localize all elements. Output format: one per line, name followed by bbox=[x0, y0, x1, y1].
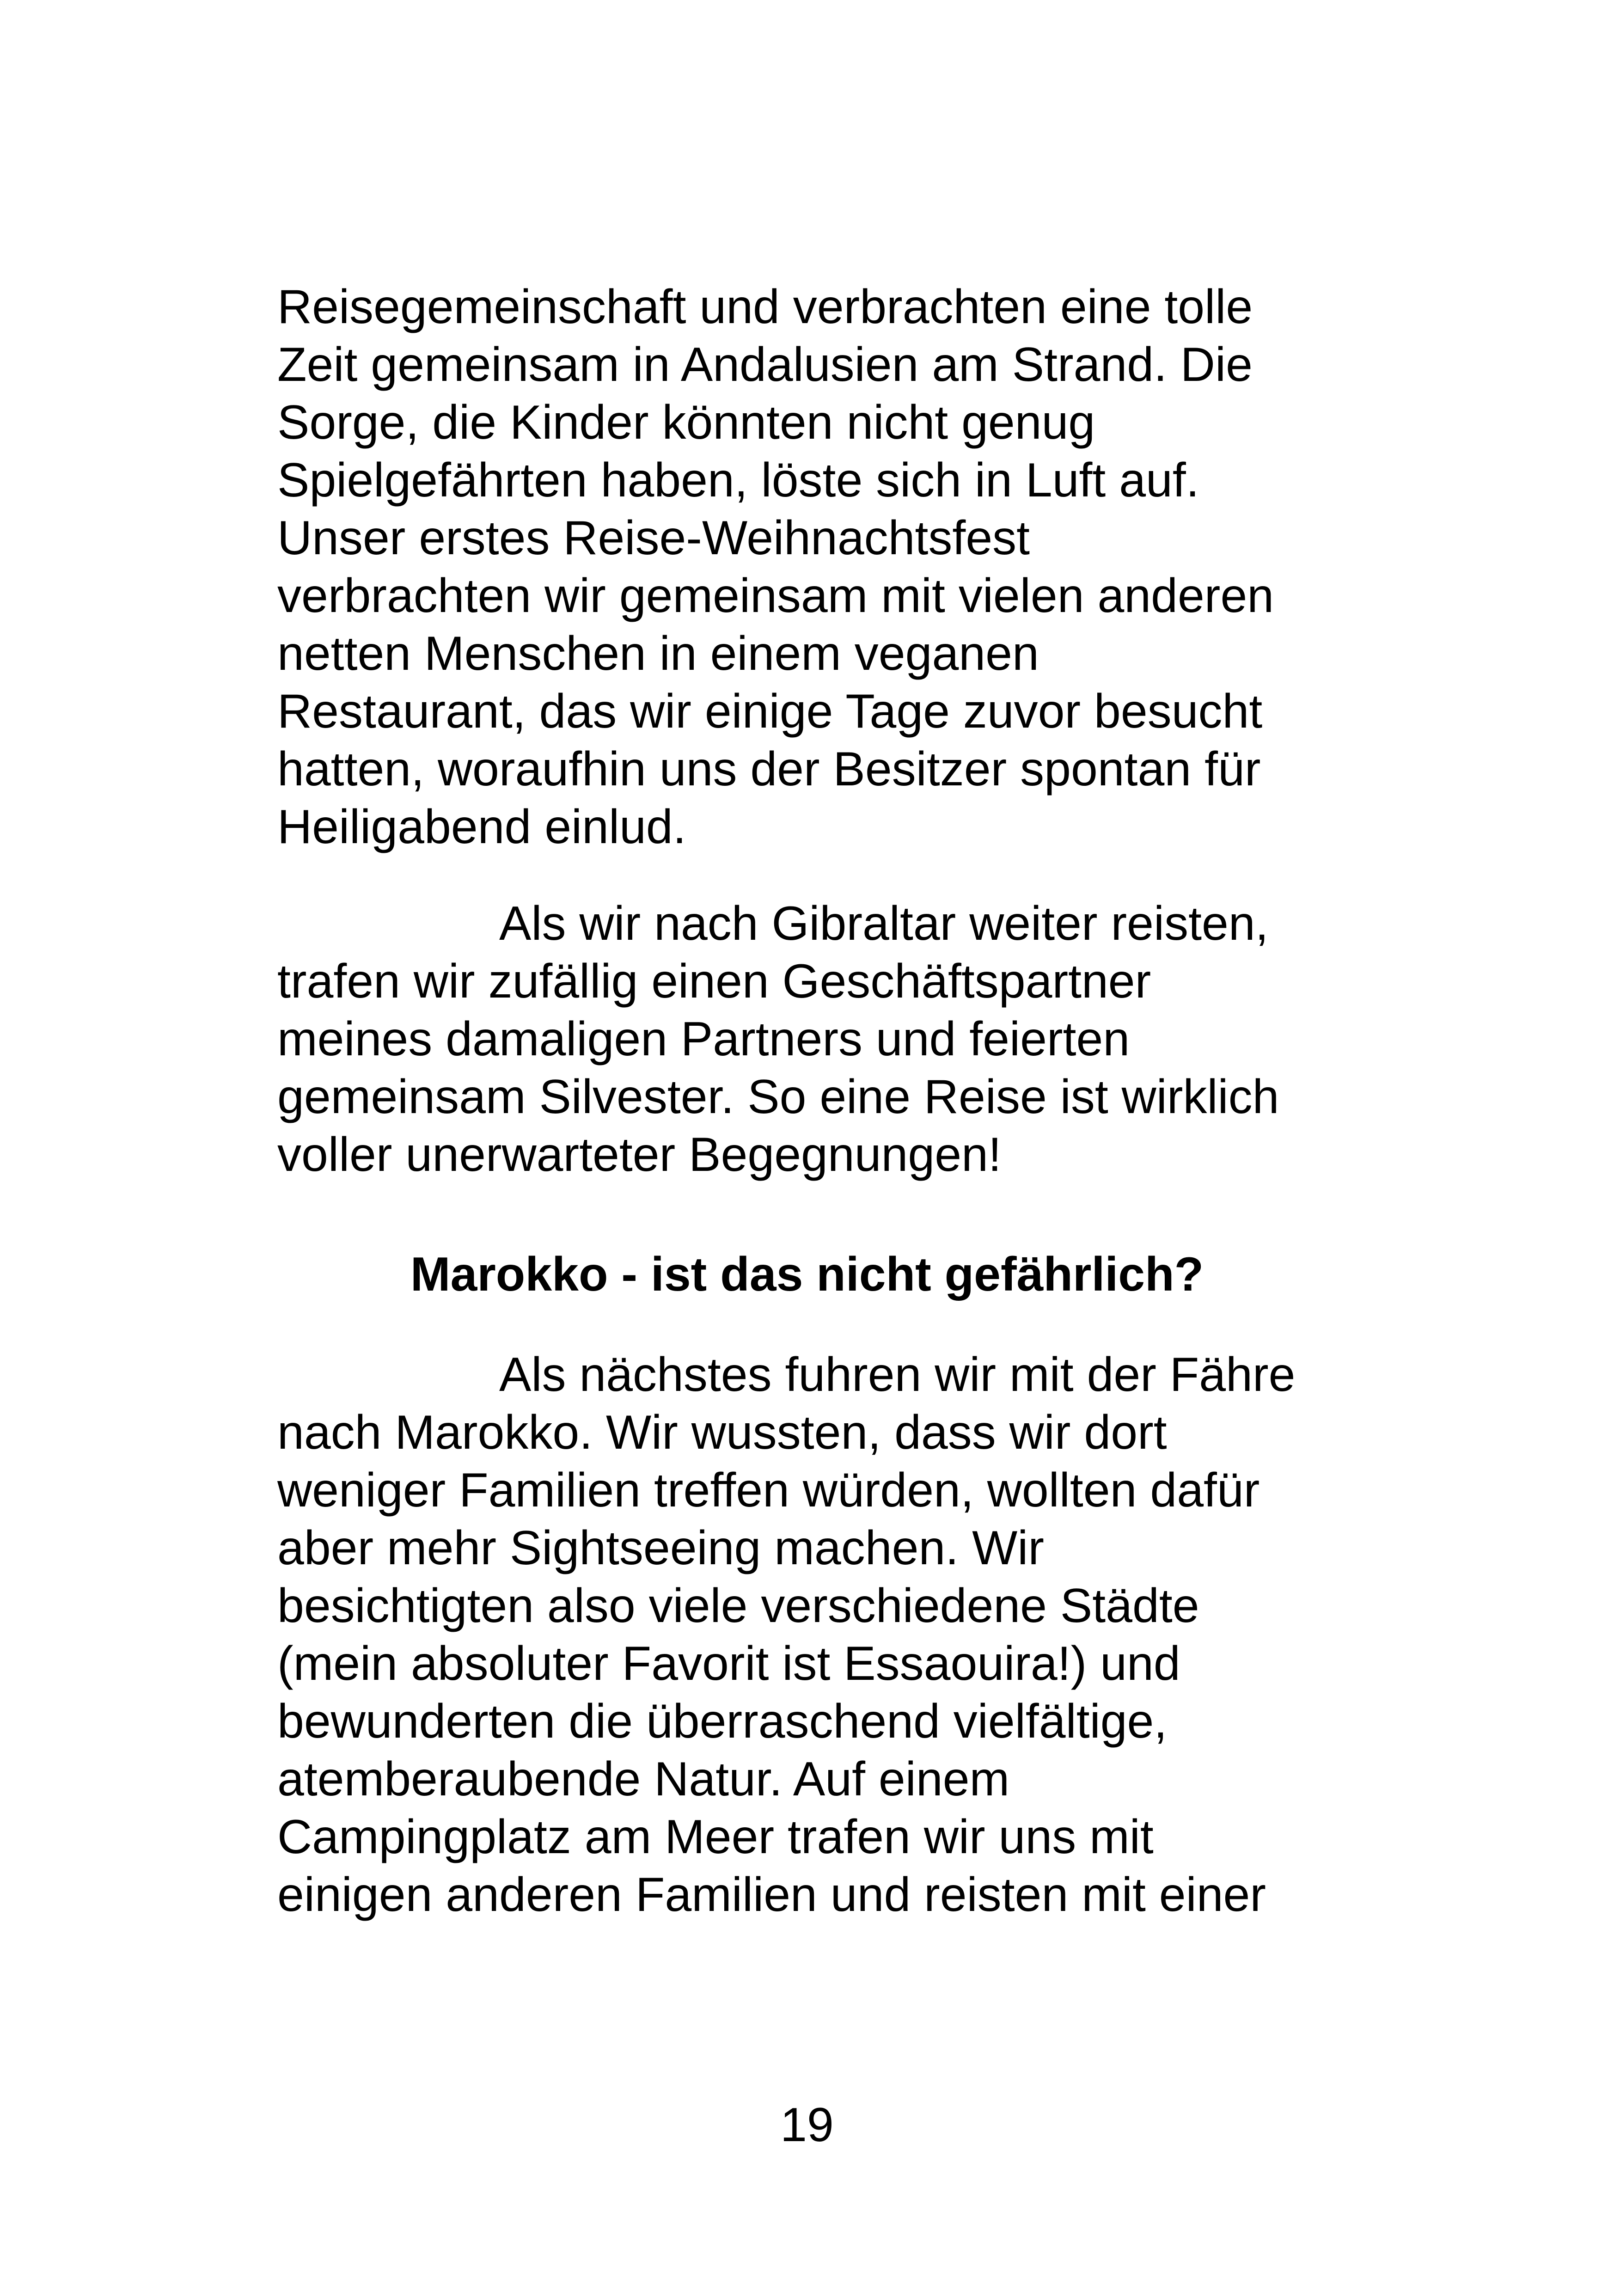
paragraph-line: Als wir nach Gibraltar weiter reisten, bbox=[499, 897, 1269, 950]
paragraph-1 bbox=[277, 278, 1340, 856]
paragraph-line: Reisegemeinschaft und verbrachten eine tolle bbox=[277, 280, 1253, 334]
paragraph-line: Restaurant, das wir einige Tage zuvor besucht bbox=[277, 685, 1263, 738]
paragraph-line: Sorge, die Kinder könnten nicht genug bbox=[277, 396, 1095, 449]
paragraph-line: Als nächstes fuhren wir mit der Fähre bbox=[499, 1348, 1296, 1402]
paragraph-line: Zeit gemeinsam in Andalusien am Strand. Die bbox=[277, 338, 1253, 392]
paragraph-line: (mein absoluter Favorit ist Essaouira!) und bbox=[277, 1637, 1180, 1690]
paragraph-3 bbox=[277, 1346, 1340, 1924]
paragraph-line: trafen wir zufällig einen Geschäftspartner bbox=[277, 955, 1151, 1008]
paragraph-line: nach Marokko. Wir wussten, dass wir dort bbox=[277, 1406, 1167, 1459]
paragraph-line: meines damaligen Partners und feierten bbox=[277, 1012, 1130, 1066]
paragraph-line: aber mehr Sightseeing machen. Wir bbox=[277, 1521, 1044, 1575]
paragraph-line: hatten, woraufhin uns der Besitzer spontan für bbox=[277, 742, 1261, 796]
paragraph-line: atemberaubende Natur. Auf einem bbox=[277, 1752, 1010, 1806]
paragraph-line: bewunderten die überraschend vielfältige, bbox=[277, 1695, 1168, 1748]
paragraph-line: verbrachten wir gemeinsam mit vielen anderen bbox=[277, 569, 1274, 623]
paragraph-line: einigen anderen Familien und reisten mit einer bbox=[277, 1868, 1266, 1922]
paragraph-line: weniger Familien treffen würden, wollten dafür bbox=[277, 1463, 1260, 1517]
paragraph-line: Campingplatz am Meer trafen wir uns mit bbox=[277, 1810, 1154, 1864]
section-heading: Marokko - ist das nicht gefährlich? bbox=[410, 1248, 1204, 1301]
paragraph-line: gemeinsam Silvester. So eine Reise ist wirklich bbox=[277, 1070, 1279, 1124]
paragraph-2 bbox=[277, 895, 1340, 1184]
paragraph-line: Heiligabend einlud. bbox=[277, 800, 686, 854]
paragraph-line: besichtigten also viele verschiedene Städte bbox=[277, 1579, 1199, 1633]
paragraph-line: voller unerwarteter Begegnungen! bbox=[277, 1128, 1002, 1182]
paragraph-line: Spielgefährten haben, löste sich in Luft auf. bbox=[277, 453, 1199, 507]
page-number: 19 bbox=[780, 2098, 834, 2152]
paragraph-line: Unser erstes Reise-Weihnachtsfest bbox=[277, 511, 1030, 565]
paragraph-line: netten Menschen in einem veganen bbox=[277, 627, 1039, 680]
